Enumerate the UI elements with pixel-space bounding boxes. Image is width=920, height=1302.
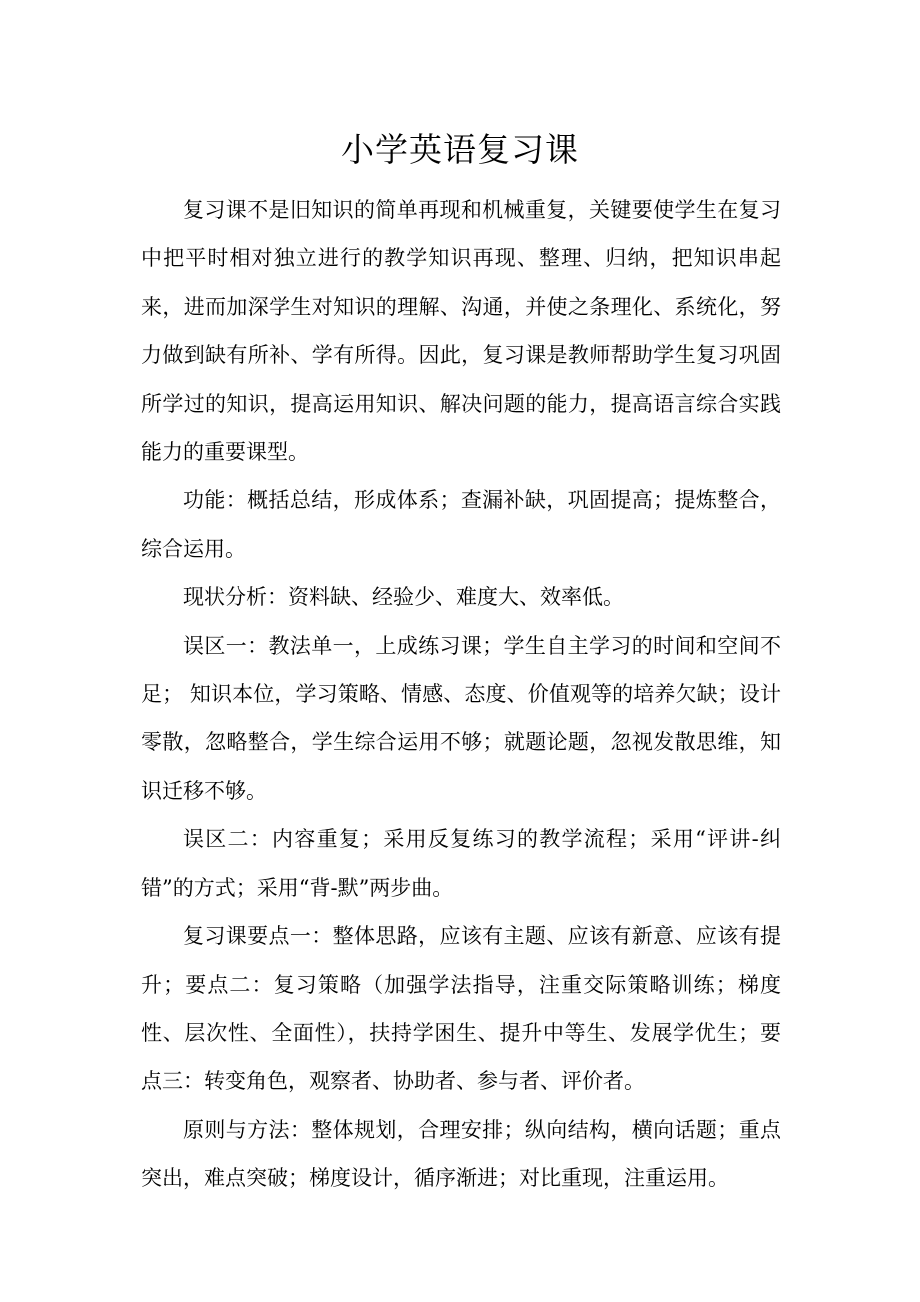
paragraph-intro: 复习课不是旧知识的简单再现和机械重复，关键要使学生在复习中把平时相对独立进行的教学知识再现、整理、归纳，把知识串起来，进而加深学生对知识的理解、沟通，并使之条理化、系统化，努力做到缺有所补、学有所得。因此，复习课是教师帮助学生复习巩固所学过的知识，提高运用知识、解决问题的能力，提高语言综合实践能力的重要课型。 [141,198,781,465]
paragraph-status-analysis: 现状分析：资料缺、经验少、难度大、效率低。 [183,585,624,610]
document-body [141,186,781,1203]
document-title: 小学英语复习课 [341,130,579,169]
paragraph-functions: 功能：概括总结，形成体系；查漏补缺，巩固提高；提炼整合，综合运用。 [141,488,781,561]
paragraph-misconception-two: 误区二：内容重复；采用反复练习的教学流程；采用“评讲-纠错”的方式；采用“背-默”两步曲。 [141,827,781,900]
paragraph-misconception-one: 误区一：教法单一，上成练习课；学生自主学习的时间和空间不足； 知识本位，学习策略、情感、态度、价值观等的培养欠缺；设计零散，忽略整合，学生综合运用不够；就题论题，忽视发散思维，知识迁移不够。 [141,633,781,803]
paragraph-key-points: 复习课要点一：整体思路，应该有主题、应该有新意、应该有提升；要点二：复习策略（加强学法指导，注重交际策略训练；梯度性、层次性、全面性），扶持学困生、提升中等生、发展学优生；要点三：转变角色，观察者、协助者、参与者、评价者。 [141,924,781,1094]
paragraph-principles-methods: 原则与方法：整体规划，合理安排；纵向结构，横向话题；重点突出，难点突破；梯度设计，循序渐进；对比重现，注重运用。 [141,1117,781,1191]
